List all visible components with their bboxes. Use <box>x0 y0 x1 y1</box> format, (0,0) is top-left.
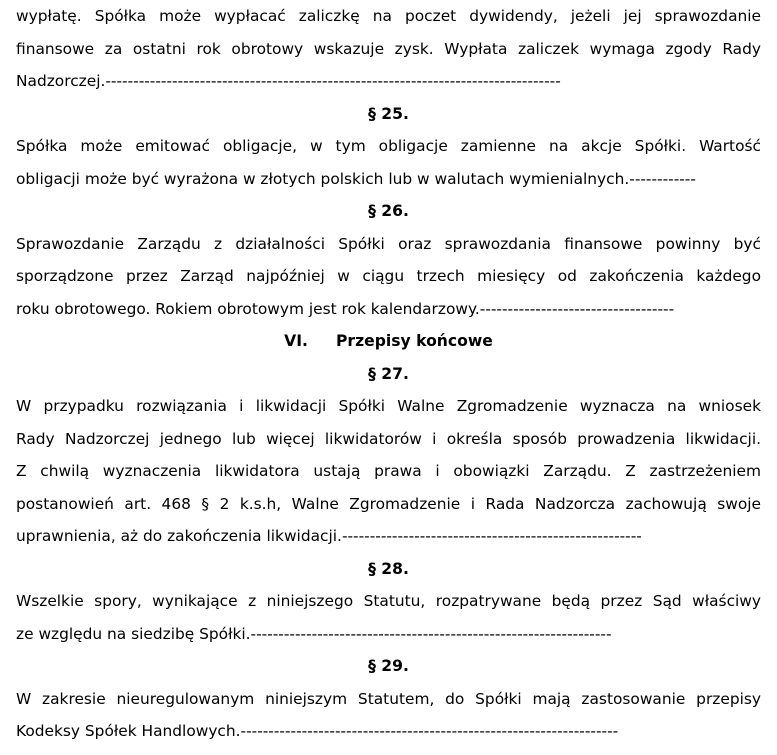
chapter-number: VI. <box>284 332 308 350</box>
paragraph-28 <box>16 585 761 650</box>
paragraph-line: Rady Nadzorczej jednego lub więcej likwidatorów i określa sposób prowadzenia likwidacji. <box>16 429 761 448</box>
section-28-heading: § 28. <box>368 559 409 578</box>
paragraph-line: Z chwilą wyznaczenia likwidatora ustają prawa i obowiązki Zarządu. Z zastrzeżeniem <box>16 462 761 480</box>
paragraph-line: postanowień art. 468 § 2 k.s.h, Walne Zgromadzenie i Rada Nadzorcza zachowują swoje <box>16 494 761 513</box>
paragraph-line: wypłatę. Spółka może wypłacać zaliczkę na poczet dywidendy, jeżeli jej sprawozdanie <box>16 7 761 25</box>
section-26-heading: § 26. <box>368 202 409 220</box>
paragraph-line: sporządzone przez Zarząd najpóźniej w ciągu trzech miesięcy od zakończenia każdego <box>16 267 761 285</box>
paragraph-line: Kodeksy Spółek Handlowych.-------------------------------------------------------------------- <box>16 722 619 740</box>
paragraph-line: ze względu na siedzibę Spółki.----------------------------------------------------------------- <box>16 624 612 643</box>
paragraph-line: Spółka może emitować obligacje, w tym obligacje zamienne na akcje Spółki. Wartość <box>16 137 761 155</box>
paragraph-26 <box>16 228 761 326</box>
paragraph-29 <box>16 683 761 748</box>
paragraph-line: finansowe za ostatni rok obrotowy wskazuje zysk. Wypłata zaliczek wymaga zgody Rady <box>16 39 761 58</box>
section-27-heading: § 27. <box>368 364 409 383</box>
section-25-heading: § 25. <box>368 104 409 123</box>
paragraph-line: W zakresie nieuregulowanym niniejszym Statutem, do Spółki mają zastosowanie przepisy <box>16 689 761 708</box>
paragraph-line: obligacji może być wyrażona w złotych polskich lub w walutach wymienialnych.------------ <box>16 169 696 188</box>
paragraph-line: Nadzorczej.---------------------------------------------------------------------------------- <box>16 72 561 90</box>
paragraph-25 <box>16 130 761 195</box>
paragraph-line: Wszelkie spory, wynikające z niniejszego Statutu, rozpatrywane będą przez Sąd właściwy <box>16 592 761 610</box>
paragraph-dividend-advance <box>16 0 761 98</box>
chapter-title: Przepisy końcowe <box>335 332 493 350</box>
paragraph-line: Sprawozdanie Zarządu z działalności Spółki oraz sprawozdania finansowe powinny być <box>16 234 761 253</box>
section-29-heading: § 29. <box>368 657 409 675</box>
paragraph-line: W przypadku rozwiązania i likwidacji Spółki Walne Zgromadzenie wyznacza na wniosek <box>16 397 761 415</box>
paragraph-line: uprawnienia, aż do zakończenia likwidacji.------------------------------------------------------ <box>16 527 642 545</box>
paragraph-27 <box>16 390 761 553</box>
chapter-vi-heading <box>16 325 761 358</box>
paragraph-line: roku obrotowego. Rokiem obrotowym jest rok kalendarzowy.----------------------------------- <box>16 299 675 318</box>
